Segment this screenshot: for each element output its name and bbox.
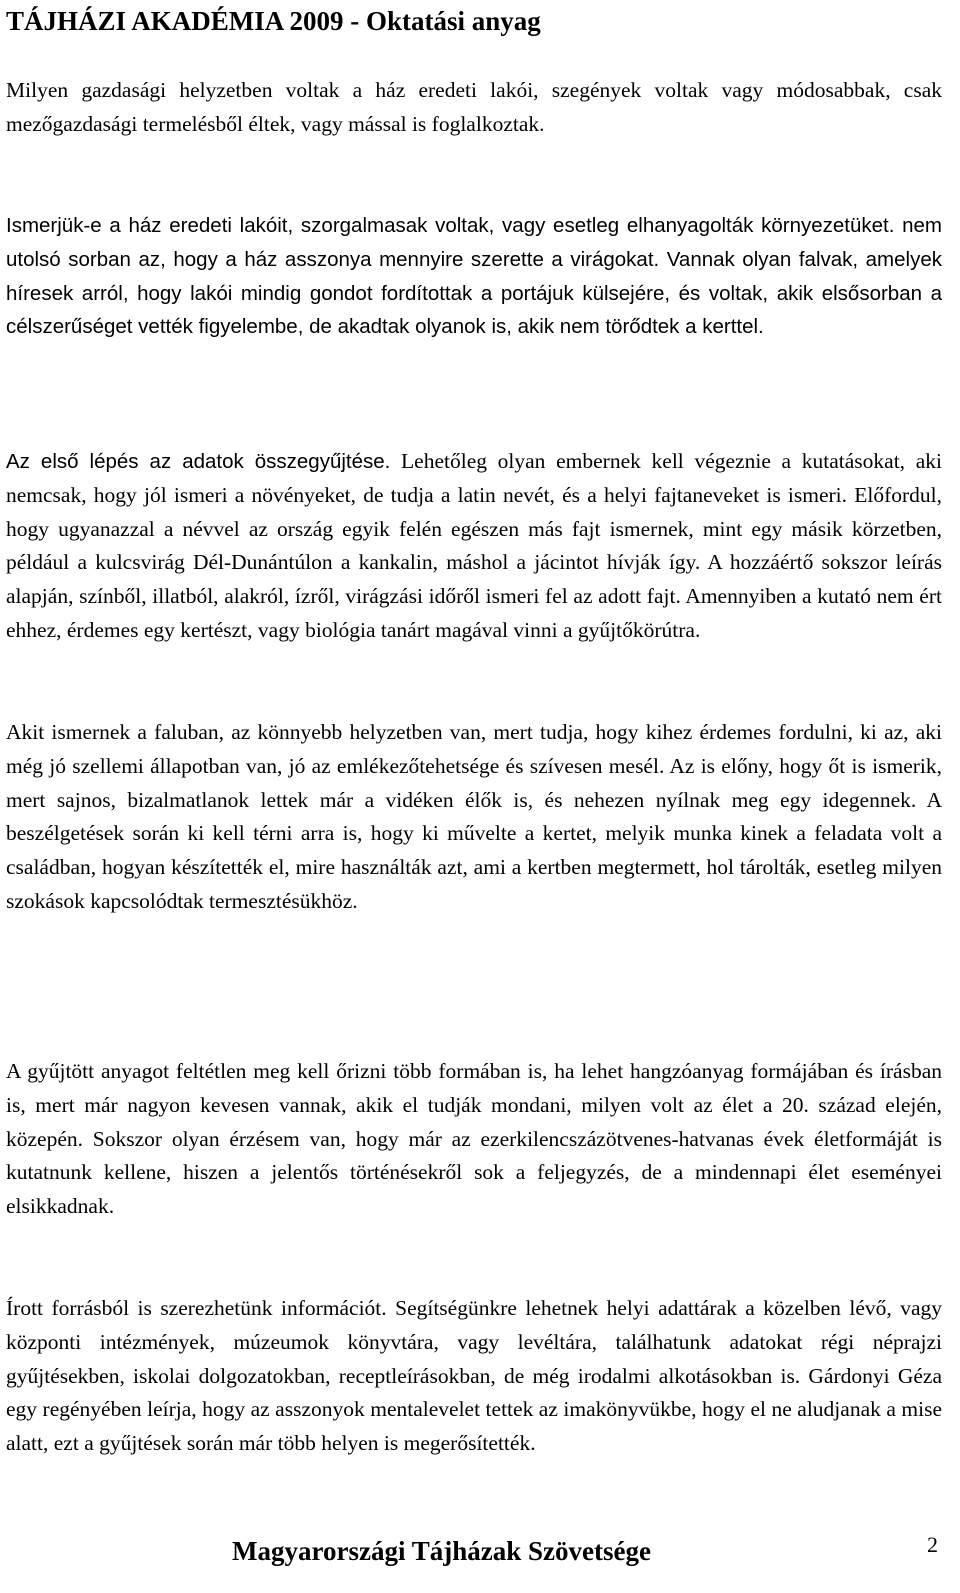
paragraph-text: Akit ismernek a faluban, az könnyebb helyzetben van, mert tudja, hogy kihez érdemes fordulni, ki az, aki még jó szellemi állapotban van, jó az emlékezőtehetsége és szívesen mesél. Az is előny, hogy őt is ismerik, mert sajnos, bizalmatlanok lettek már a vidéken élők is, és nehezen nyílnak meg egy idegennek. A beszélgetések során ki kell térni arra is, hogy ki művelte a kertet, melyik munka kinek a feladata volt a családban, hogyan készítették el, mire használták azt, ami a kertben megtermett, hol tárolták, esetleg milyen szokások kapcsolódtak termesztésükhöz. [6, 720, 942, 913]
paragraph-text: Milyen gazdasági helyzetben voltak a ház eredeti lakói, szegények voltak vagy módosabbak, csak mezőgazdasági termelésből éltek, vagy mással is foglalkoztak. [6, 78, 942, 136]
page-number: 2 [927, 1532, 938, 1557]
paragraph-written-sources [6, 1292, 942, 1461]
paragraph-text [6, 445, 942, 648]
paragraph-village-knowledge [6, 716, 942, 919]
footer-organization: Magyarországi Tájházak Szövetsége [232, 1536, 651, 1566]
paragraph-text-sans: Ismerjük-e a ház eredeti lakóit, szorgalmasak voltak, vagy esetleg elhanyagolták környezetüket. nem utolsó sorban az, hogy a ház asszonya mennyire szerette a virágokat. Vannak olyan falvak, amelyek híresek arról, hogy lakói mindig gondot fordítottak a portájuk külsejére, és voltak, akik elsősorban a célszerűséget vették figyelembe, de akadtak olyanok is, akik nem törődtek a kerttel. [6, 214, 942, 339]
page-header-title: TÁJHÁZI AKADÉMIA 2009 - Oktatási anyag [6, 6, 541, 36]
paragraph-data-collection [6, 445, 942, 648]
paragraph-text [6, 209, 942, 344]
paragraph-preserving-material [6, 1055, 942, 1224]
paragraph-lead-sans: Az első lépés az adatok összegyűjtése. [6, 450, 391, 473]
paragraph-text: A gyűjtött anyagot feltétlen meg kell őrizni több formában is, ha lehet hangzóanyag formájában és írásban is, mert már nagyon kevesen vannak, akik el tudják mondani, milyen volt az élet a 20. század elején, közepén. Sokszor olyan érzésem van, hogy már az ezerkilencszázötvenes-hatvanas évek életformáját is kutatnunk kellene, hiszen a jelentős történésekről sok a feljegyzés, de a mindennapi élet eseményei elsikkadnak. [6, 1059, 942, 1219]
paragraph-text-serif: Lehetőleg olyan embernek kell végeznie a kutatásokat, aki nemcsak, hogy jól ismeri a növényeket, de tudja a latin nevét, és a helyi fajtaneveket is ismeri. Előfordul, hogy ugyanazzal a névvel az ország egyik felén egészen más fajt ismernek, mint egy másik körzetben, például a kulcsvirág Dél-Dunántúlon a kankalin, máshol a jácintot hívják így. A hozzáértő sokszor leírás alapján, színből, illatból, alakról, ízről, virágzási időről ismeri fel az adott fajt. Amennyiben a kutató nem ért ehhez, érdemes egy kertészt, vagy biológia tanárt magával vinni a gyűjtőkörútra. [6, 449, 942, 642]
paragraph-text: Írott forrásból is szerezhetünk információt. Segítségünkre lehetnek helyi adattárak a közelben lévő, vagy központi intézmények, múzeumok könyvtára, vagy levéltára, találhatunk adatokat régi néprajzi gyűjtésekben, iskolai dolgozatokban, receptleírásokban, de még irodalmi alkotásokban is. Gárdonyi Géza egy regényében leírja, hogy az asszonyok mentalevelet tettek az imakönyvükbe, hogy el ne aludjanak a mise alatt, ezt a gyűjtések során már több helyen is megerősítették. [6, 1296, 942, 1456]
paragraph-original-residents [6, 209, 942, 344]
paragraph-economic-situation [6, 74, 942, 142]
